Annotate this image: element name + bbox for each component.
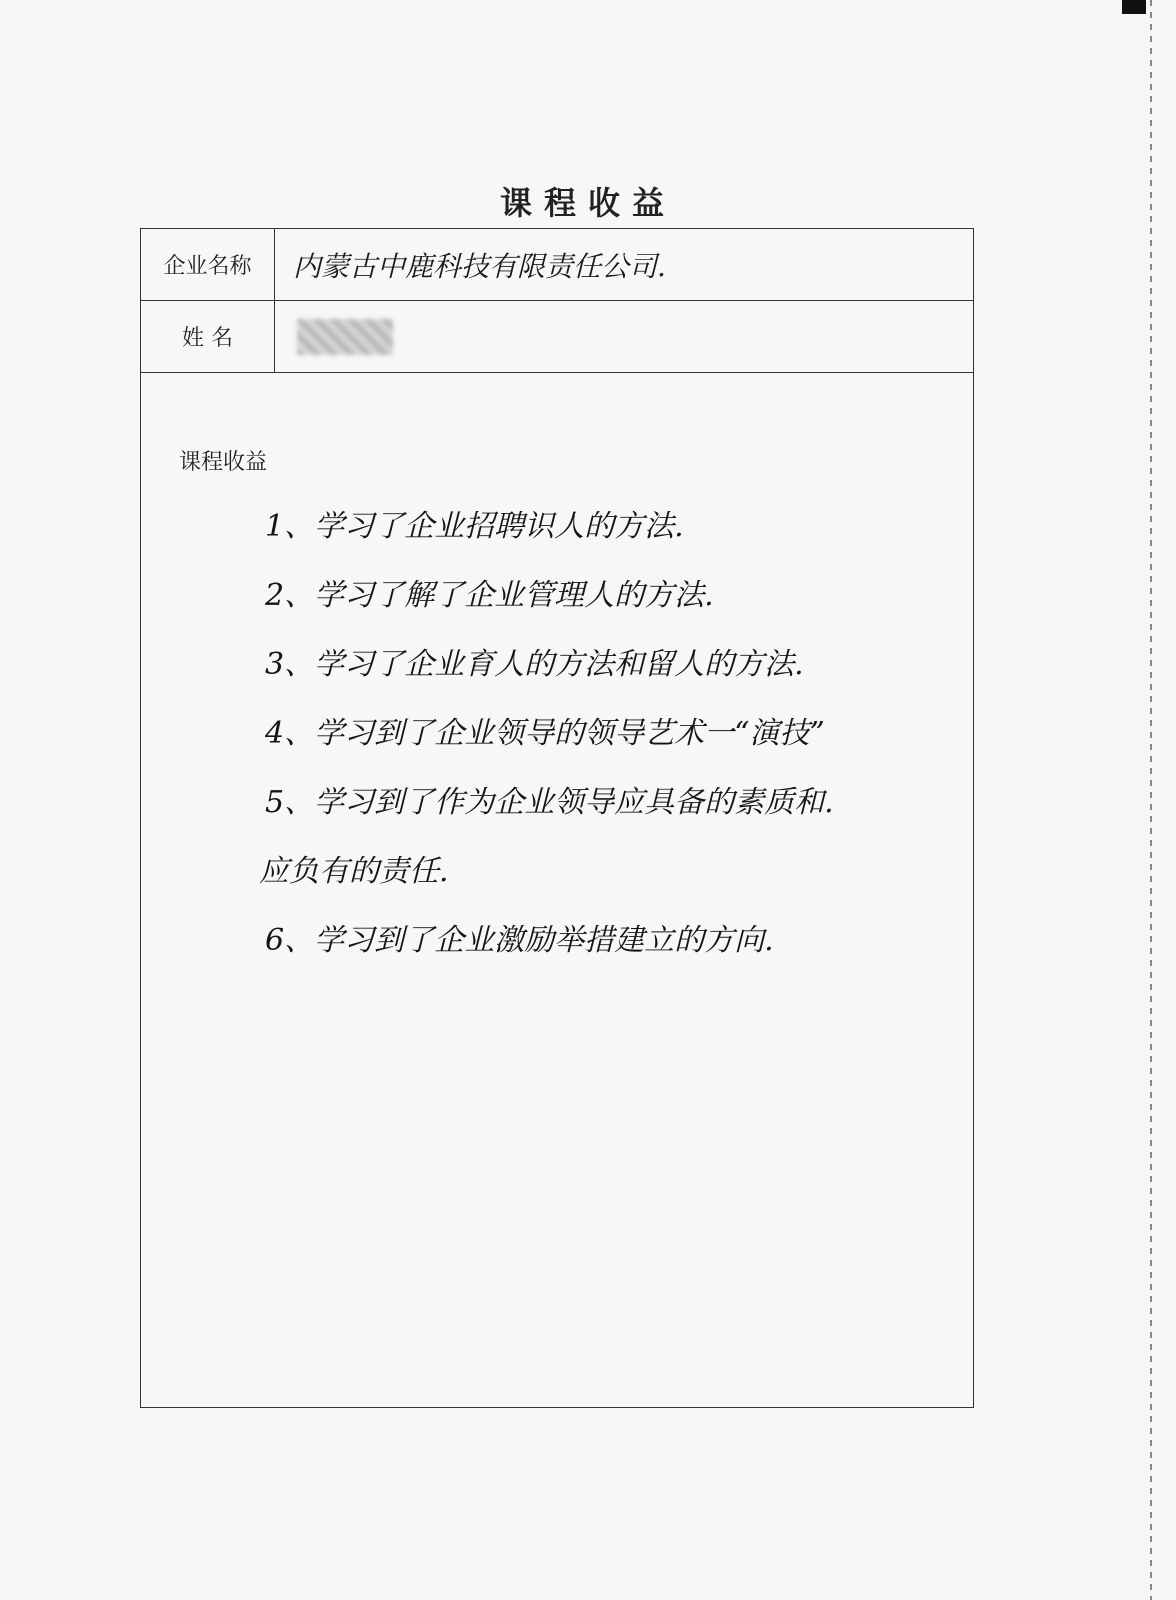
benefit-line: 4、学习到了企业领导的领导艺术一“演技” — [265, 716, 825, 751]
company-value: 内蒙古中鹿科技有限责任公司. — [293, 249, 666, 283]
name-value-redacted — [275, 301, 973, 372]
course-benefit-form — [140, 228, 974, 1408]
scan-page-edge — [1150, 0, 1152, 1600]
benefit-line-continuation: 应负有的责任. — [259, 854, 449, 889]
scan-corner-mark — [1122, 0, 1146, 14]
benefit-line: 1、学习了企业招聘识人的方法. — [265, 509, 684, 544]
benefit-list — [259, 509, 963, 992]
benefit-line: 6、学习到了企业激励举措建立的方向. — [265, 923, 774, 958]
page-title: 课程收益 — [499, 184, 676, 222]
company-row — [141, 229, 973, 301]
benefit-line: 2、学习了解了企业管理人的方法. — [265, 578, 714, 613]
company-label: 企业名称 — [141, 229, 275, 300]
name-label: 姓 名 — [141, 301, 275, 372]
benefit-line: 5、学习到了作为企业领导应具备的素质和. — [265, 785, 834, 820]
name-row — [141, 301, 973, 373]
benefit-line: 3、学习了企业育人的方法和留人的方法. — [265, 647, 804, 682]
benefits-section — [141, 373, 973, 1407]
benefits-label: 课程收益 — [179, 450, 268, 475]
redacted-name-block — [297, 319, 393, 355]
